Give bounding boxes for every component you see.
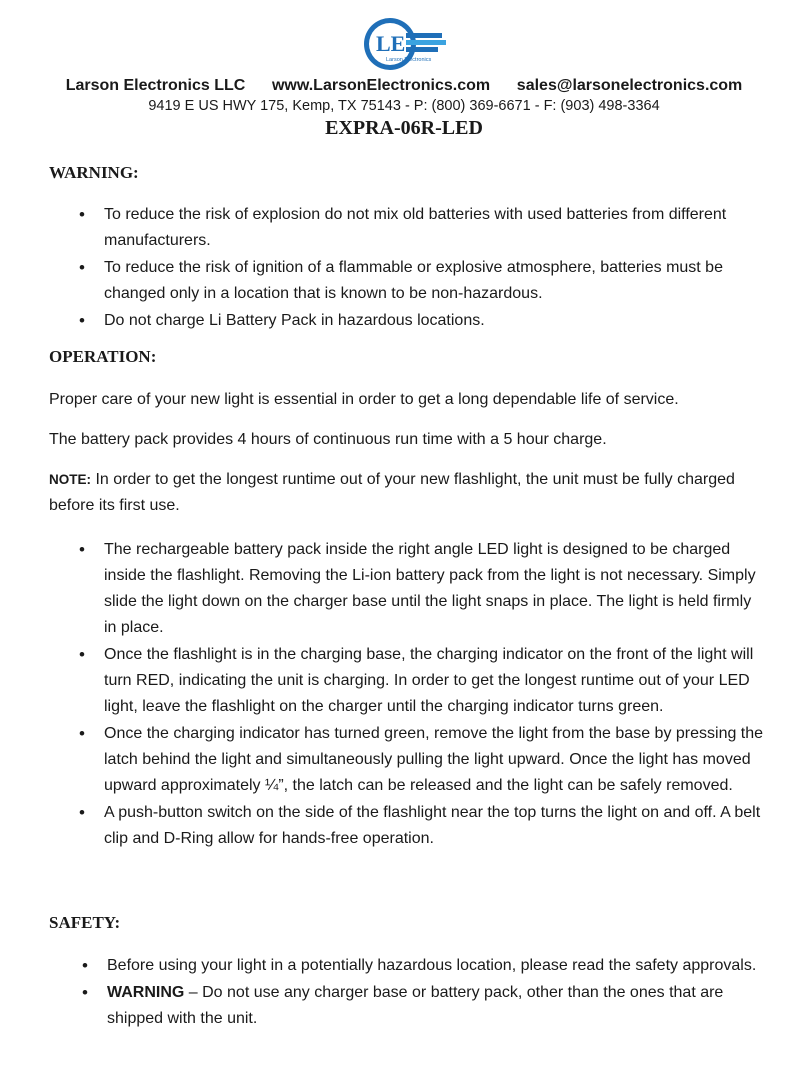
safety-heading: SAFETY: [49, 913, 121, 932]
address-line: 9419 E US HWY 175, Kemp, TX 75143 - P: (800) 369-6671 - F: (903) 498-3364 [148, 98, 660, 114]
list-item [107, 980, 767, 1032]
operation-paragraph-2: The battery pack provides 4 hours of continuous run time with a 5 hour charge. [49, 431, 607, 448]
list-item: • Once the charging indicator has turned green, remove the light from the base by pressing the latch behind the light and simultaneously pulling the light upward. Once the light has moved upward approximately ¼”, the latch can be released and the light can be safely removed. [104, 721, 766, 799]
email-link[interactable]: sales@larsonelectronics.com [516, 77, 743, 94]
list-item: • To reduce the risk of ignition of a flammable or explosive atmosphere, batteries must be changed only in a location that is known to be non-hazardous. [104, 255, 766, 307]
list-item: • Before using your light in a potentially hazardous location, please read the safety approvals. [107, 953, 767, 979]
warning-label: WARNING [107, 984, 185, 1001]
warning-list [104, 202, 766, 335]
list-item: • A push-button switch on the side of the flashlight near the top turns the light on and off. A belt clip and D-Ring allow for hands-free operation. [104, 800, 766, 852]
larson-electronics-logo [362, 16, 448, 72]
operation-heading: OPERATION: [49, 347, 157, 366]
list-item: • The rechargeable battery pack inside the right angle LED light is designed to be charged inside the flashlight. Removing the Li-ion battery pack from the light is not necessary. Simply slide the light down on the charger base until the light snaps in place. The light is held firmly in place. [104, 537, 766, 641]
note-paragraph [49, 467, 769, 519]
warning-heading: WARNING: [49, 163, 139, 182]
note-label: NOTE: [49, 472, 91, 487]
contact-line [0, 77, 808, 95]
logo-letters: LE [376, 31, 406, 56]
operation-list [104, 537, 766, 853]
list-item: • To reduce the risk of explosion do not mix old batteries with used batteries from different manufacturers. [104, 202, 766, 254]
list-item: • Do not charge Li Battery Pack in hazardous locations. [104, 308, 766, 334]
list-item: • Once the flashlight is in the charging base, the charging indicator on the front of the light will turn RED, indicating the unit is charging. In order to get the longest runtime out of your LED light, leave the flashlight on the charger until the charging indicator turns green. [104, 642, 766, 720]
model-title: EXPRA-06R-LED [325, 117, 483, 139]
note-text: In order to get the longest runtime out of your new flashlight, the unit must be fully charged before its first use. [49, 471, 735, 514]
website-link[interactable]: www.LarsonElectronics.com [271, 77, 491, 94]
company-name: Larson Electronics LLC [65, 77, 246, 94]
logo-caption: Larson Electronics [386, 57, 432, 63]
operation-paragraph-1: Proper care of your new light is essential in order to get a long dependable life of service. [49, 391, 679, 408]
safety-list [107, 953, 767, 1033]
warning-text: – Do not use any charger base or battery pack, other than the ones that are shipped with the unit. [107, 984, 724, 1027]
